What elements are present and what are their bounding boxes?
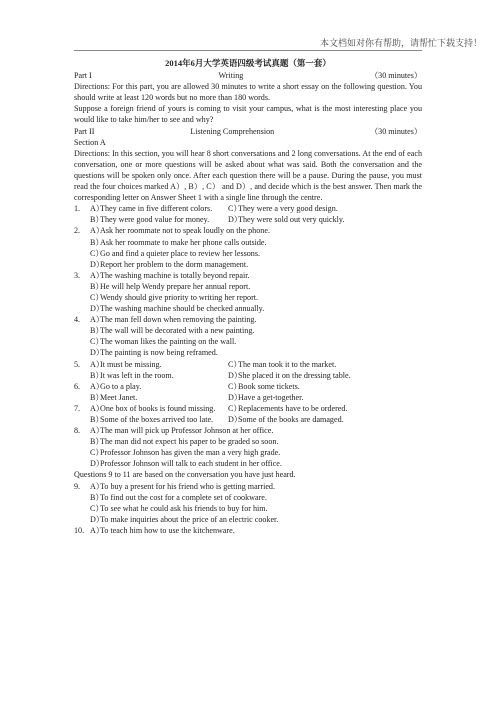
answer-option: [74, 525, 422, 536]
header-note: 本文档如对你有帮助，请帮忙下载支持！: [319, 39, 482, 49]
option-letter: B）: [90, 281, 104, 291]
answer-option-row: [74, 392, 422, 403]
option-letter: A）: [90, 381, 104, 391]
option-letter: B）: [90, 437, 104, 447]
part1-directions: Directions: For this part, you are allowed 30 minutes to write a short essay on the following question. You should write at least 120 words but no more than 180 words.: [74, 82, 422, 103]
option-text: One box of books is found missing.: [100, 403, 216, 413]
answer-option: [228, 414, 366, 425]
option-letter: A）: [90, 481, 104, 491]
answer-option: [228, 203, 366, 214]
answer-option: [74, 436, 422, 447]
part1-label: Part I: [74, 71, 92, 81]
option-text: The washing machine should be checked annually.: [100, 304, 265, 314]
answer-option: [74, 503, 422, 514]
option-letter: D）: [90, 348, 104, 358]
document-body: [74, 58, 422, 536]
option-letter: B）: [90, 415, 104, 424]
option-text: Meet Janet.: [100, 392, 138, 402]
option-text: Wendy should give priority to writing her report.: [100, 292, 259, 302]
option-text: To buy a present for his friend who is getting married.: [100, 481, 275, 491]
question-number: [74, 292, 90, 303]
part1-question: Suppose a foreign friend of yours is coming to visit your campus, what is the most interesting place you would like to take him/her to see and why?: [74, 104, 422, 125]
answer-option: [74, 347, 422, 358]
option-letter: A）: [90, 315, 104, 325]
question-number: [74, 248, 90, 259]
question-number: 3.: [74, 270, 81, 280]
option-letter: D）: [90, 304, 104, 314]
question-number: 6.: [74, 381, 81, 391]
answer-option-row: [74, 381, 422, 392]
question-number: [74, 392, 90, 403]
option-letter: B）: [90, 492, 104, 502]
option-text: She placed it on the dressing table.: [238, 370, 351, 380]
option-letter: C）: [228, 359, 242, 369]
option-text: Ask her roommate to make her phone calls outside.: [100, 237, 267, 247]
question-number: [74, 514, 90, 525]
answer-option-row: [74, 403, 422, 414]
option-text: To find out the cost for a complete set of cookware.: [100, 492, 267, 502]
option-letter: D）: [90, 514, 104, 524]
answer-option-row: [74, 414, 422, 425]
option-letter: D）: [90, 259, 104, 269]
option-letter: A）: [90, 426, 104, 436]
option-letter: B）: [90, 237, 104, 247]
option-letter: A）: [90, 403, 104, 413]
answer-option: [90, 214, 228, 225]
option-letter: A）: [90, 270, 104, 280]
answer-option: [74, 270, 422, 281]
option-letter: D）: [90, 459, 104, 469]
question-list: [74, 203, 422, 469]
answer-option: [90, 414, 228, 425]
part1-heading: [74, 70, 422, 81]
question-number: [74, 436, 90, 447]
option-letter: A）: [90, 525, 104, 535]
option-letter: C）: [90, 503, 104, 513]
option-letter: C）: [90, 448, 104, 458]
conversation-note: Questions 9 to 11 are based on the conversation you have just heard.: [74, 470, 296, 480]
answer-option: [74, 481, 422, 492]
part2-heading: [74, 126, 422, 137]
part1-time: （30 minutes）: [370, 71, 422, 81]
answer-option: [74, 447, 422, 458]
option-letter: B）: [90, 392, 104, 402]
answer-option: [74, 336, 422, 347]
question-number: [74, 237, 90, 248]
answer-option: [228, 403, 366, 414]
question-number: 5.: [74, 359, 81, 369]
option-text: Professor Johnson will talk to each student in her office.: [100, 459, 282, 469]
option-text: Some of the boxes arrived too late.: [100, 415, 214, 424]
option-text: The wall will be decorated with a new painting.: [100, 326, 255, 336]
question-number: 7.: [74, 403, 81, 413]
answer-option: [90, 370, 228, 381]
answer-option: [90, 381, 228, 392]
question-number: [74, 214, 90, 225]
answer-option: [74, 248, 422, 259]
answer-option-row: [74, 214, 422, 225]
option-letter: C）: [228, 403, 242, 413]
part2-directions: Directions: In this section, you will hear 8 short conversations and 2 long conversations. At the end of each conversation, one or more questions will be asked about what was said. Both the conversation and the questions will be spoken only once. After each question there will be a pause. During the pause, you must read the four choices marked A）, B）, C） and D）, and decide which is the best answer. Then mark the corresponding letter on Answer Sheet 1 with a single line through the centre.: [74, 148, 422, 203]
option-letter: D）: [228, 215, 242, 225]
answer-option: [90, 203, 228, 214]
answer-option: [74, 292, 422, 303]
question-number: [74, 458, 90, 469]
question-number: 4.: [74, 315, 81, 325]
option-text: Ask her roommate not to speak loudly on the phone.: [100, 226, 270, 236]
option-text: Have a get-together.: [238, 392, 304, 402]
question-number: [74, 303, 90, 314]
option-letter: D）: [228, 415, 242, 424]
option-text: Some of the books are damaged.: [238, 415, 344, 424]
answer-option: [74, 281, 422, 292]
option-letter: C）: [228, 204, 242, 214]
option-letter: A）: [90, 204, 104, 214]
question-number: 9.: [74, 481, 81, 491]
option-text: Book some tickets.: [238, 381, 300, 391]
option-letter: C）: [228, 381, 242, 391]
option-text: The man fell down when removing the painting.: [100, 315, 257, 325]
part2-name: Listening Comprehension: [190, 126, 275, 136]
part2-time: （30 minutes）: [370, 126, 422, 136]
option-text: They were sold out very quickly.: [238, 215, 345, 225]
option-letter: B）: [90, 370, 104, 380]
answer-option: [74, 237, 422, 248]
option-text: The woman likes the painting on the wall.: [100, 337, 237, 347]
answer-option: [74, 259, 422, 270]
answer-option: [74, 314, 422, 325]
question-number: [74, 347, 90, 358]
question-number: 1.: [74, 204, 81, 214]
answer-option: [228, 381, 366, 392]
option-text: To see what he could ask his friends to buy for him.: [100, 503, 268, 513]
question-number: [74, 336, 90, 347]
option-text: They were a very good design.: [238, 204, 338, 214]
answer-option-row: [74, 370, 422, 381]
option-text: Go and find a quieter place to review her lessons.: [100, 248, 261, 258]
section-label: Section A: [74, 137, 106, 147]
answer-option: [74, 425, 422, 436]
option-letter: D）: [228, 370, 242, 380]
option-text: They came in five different colors.: [100, 204, 213, 214]
option-text: The painting is now being reframed.: [100, 348, 218, 358]
part2-label: Part II: [74, 126, 95, 136]
option-letter: A）: [90, 226, 104, 236]
question-number: [74, 259, 90, 270]
option-letter: B）: [90, 215, 104, 225]
option-text: To teach him how to use the kitchenware.: [100, 525, 235, 535]
question-list-2: [74, 481, 422, 536]
question-number: [74, 414, 90, 425]
answer-option-row: [74, 203, 422, 214]
answer-option-row: [74, 359, 422, 370]
option-text: They were good value for money.: [100, 215, 210, 225]
part1-name: Writing: [218, 71, 244, 81]
question-number: 10.: [74, 525, 85, 535]
answer-option: [228, 370, 366, 381]
option-letter: C）: [90, 248, 104, 258]
answer-option: [90, 403, 228, 414]
option-text: He will help Wendy prepare her annual report.: [100, 281, 251, 291]
question-number: [74, 492, 90, 503]
option-text: It must be missing.: [100, 359, 162, 369]
answer-option: [74, 514, 422, 525]
option-text: The man took it to the market.: [238, 359, 337, 369]
option-letter: C）: [90, 337, 104, 347]
option-text: Go to a play.: [100, 381, 142, 391]
option-text: The man will pick up Professor Johnson at her office.: [100, 426, 274, 436]
question-number: [74, 325, 90, 336]
question-number: [74, 281, 90, 292]
option-text: It was left in the room.: [100, 370, 174, 380]
option-letter: B）: [90, 326, 104, 336]
option-letter: C）: [90, 292, 104, 302]
option-text: To make inquiries about the price of an electric cooker.: [100, 514, 279, 524]
option-text: The washing machine is totally beyond repair.: [100, 270, 250, 280]
answer-option: [74, 492, 422, 503]
option-text: Professor Johnson has given the man a very high grade.: [100, 448, 281, 458]
option-text: Report her problem to the dorm management.: [100, 259, 249, 269]
answer-option: [74, 225, 422, 236]
answer-option: [74, 303, 422, 314]
option-letter: A）: [90, 359, 104, 369]
option-text: The man did not expect his paper to be graded so soon.: [100, 437, 279, 447]
page-title: 2014年6月大学英语四级考试真题（第一套）: [165, 58, 331, 68]
question-number: 2.: [74, 226, 81, 236]
answer-option: [228, 392, 366, 403]
header-divider: [74, 50, 422, 51]
answer-option: [90, 359, 228, 370]
answer-option: [74, 325, 422, 336]
answer-option: [228, 214, 366, 225]
option-letter: D）: [228, 392, 242, 402]
question-number: [74, 447, 90, 458]
answer-option: [74, 458, 422, 469]
question-number: [74, 503, 90, 514]
answer-option: [90, 392, 228, 403]
option-text: Replacements have to be ordered.: [238, 403, 348, 413]
question-number: [74, 370, 90, 381]
question-number: 8.: [74, 426, 81, 436]
answer-option: [228, 359, 366, 370]
